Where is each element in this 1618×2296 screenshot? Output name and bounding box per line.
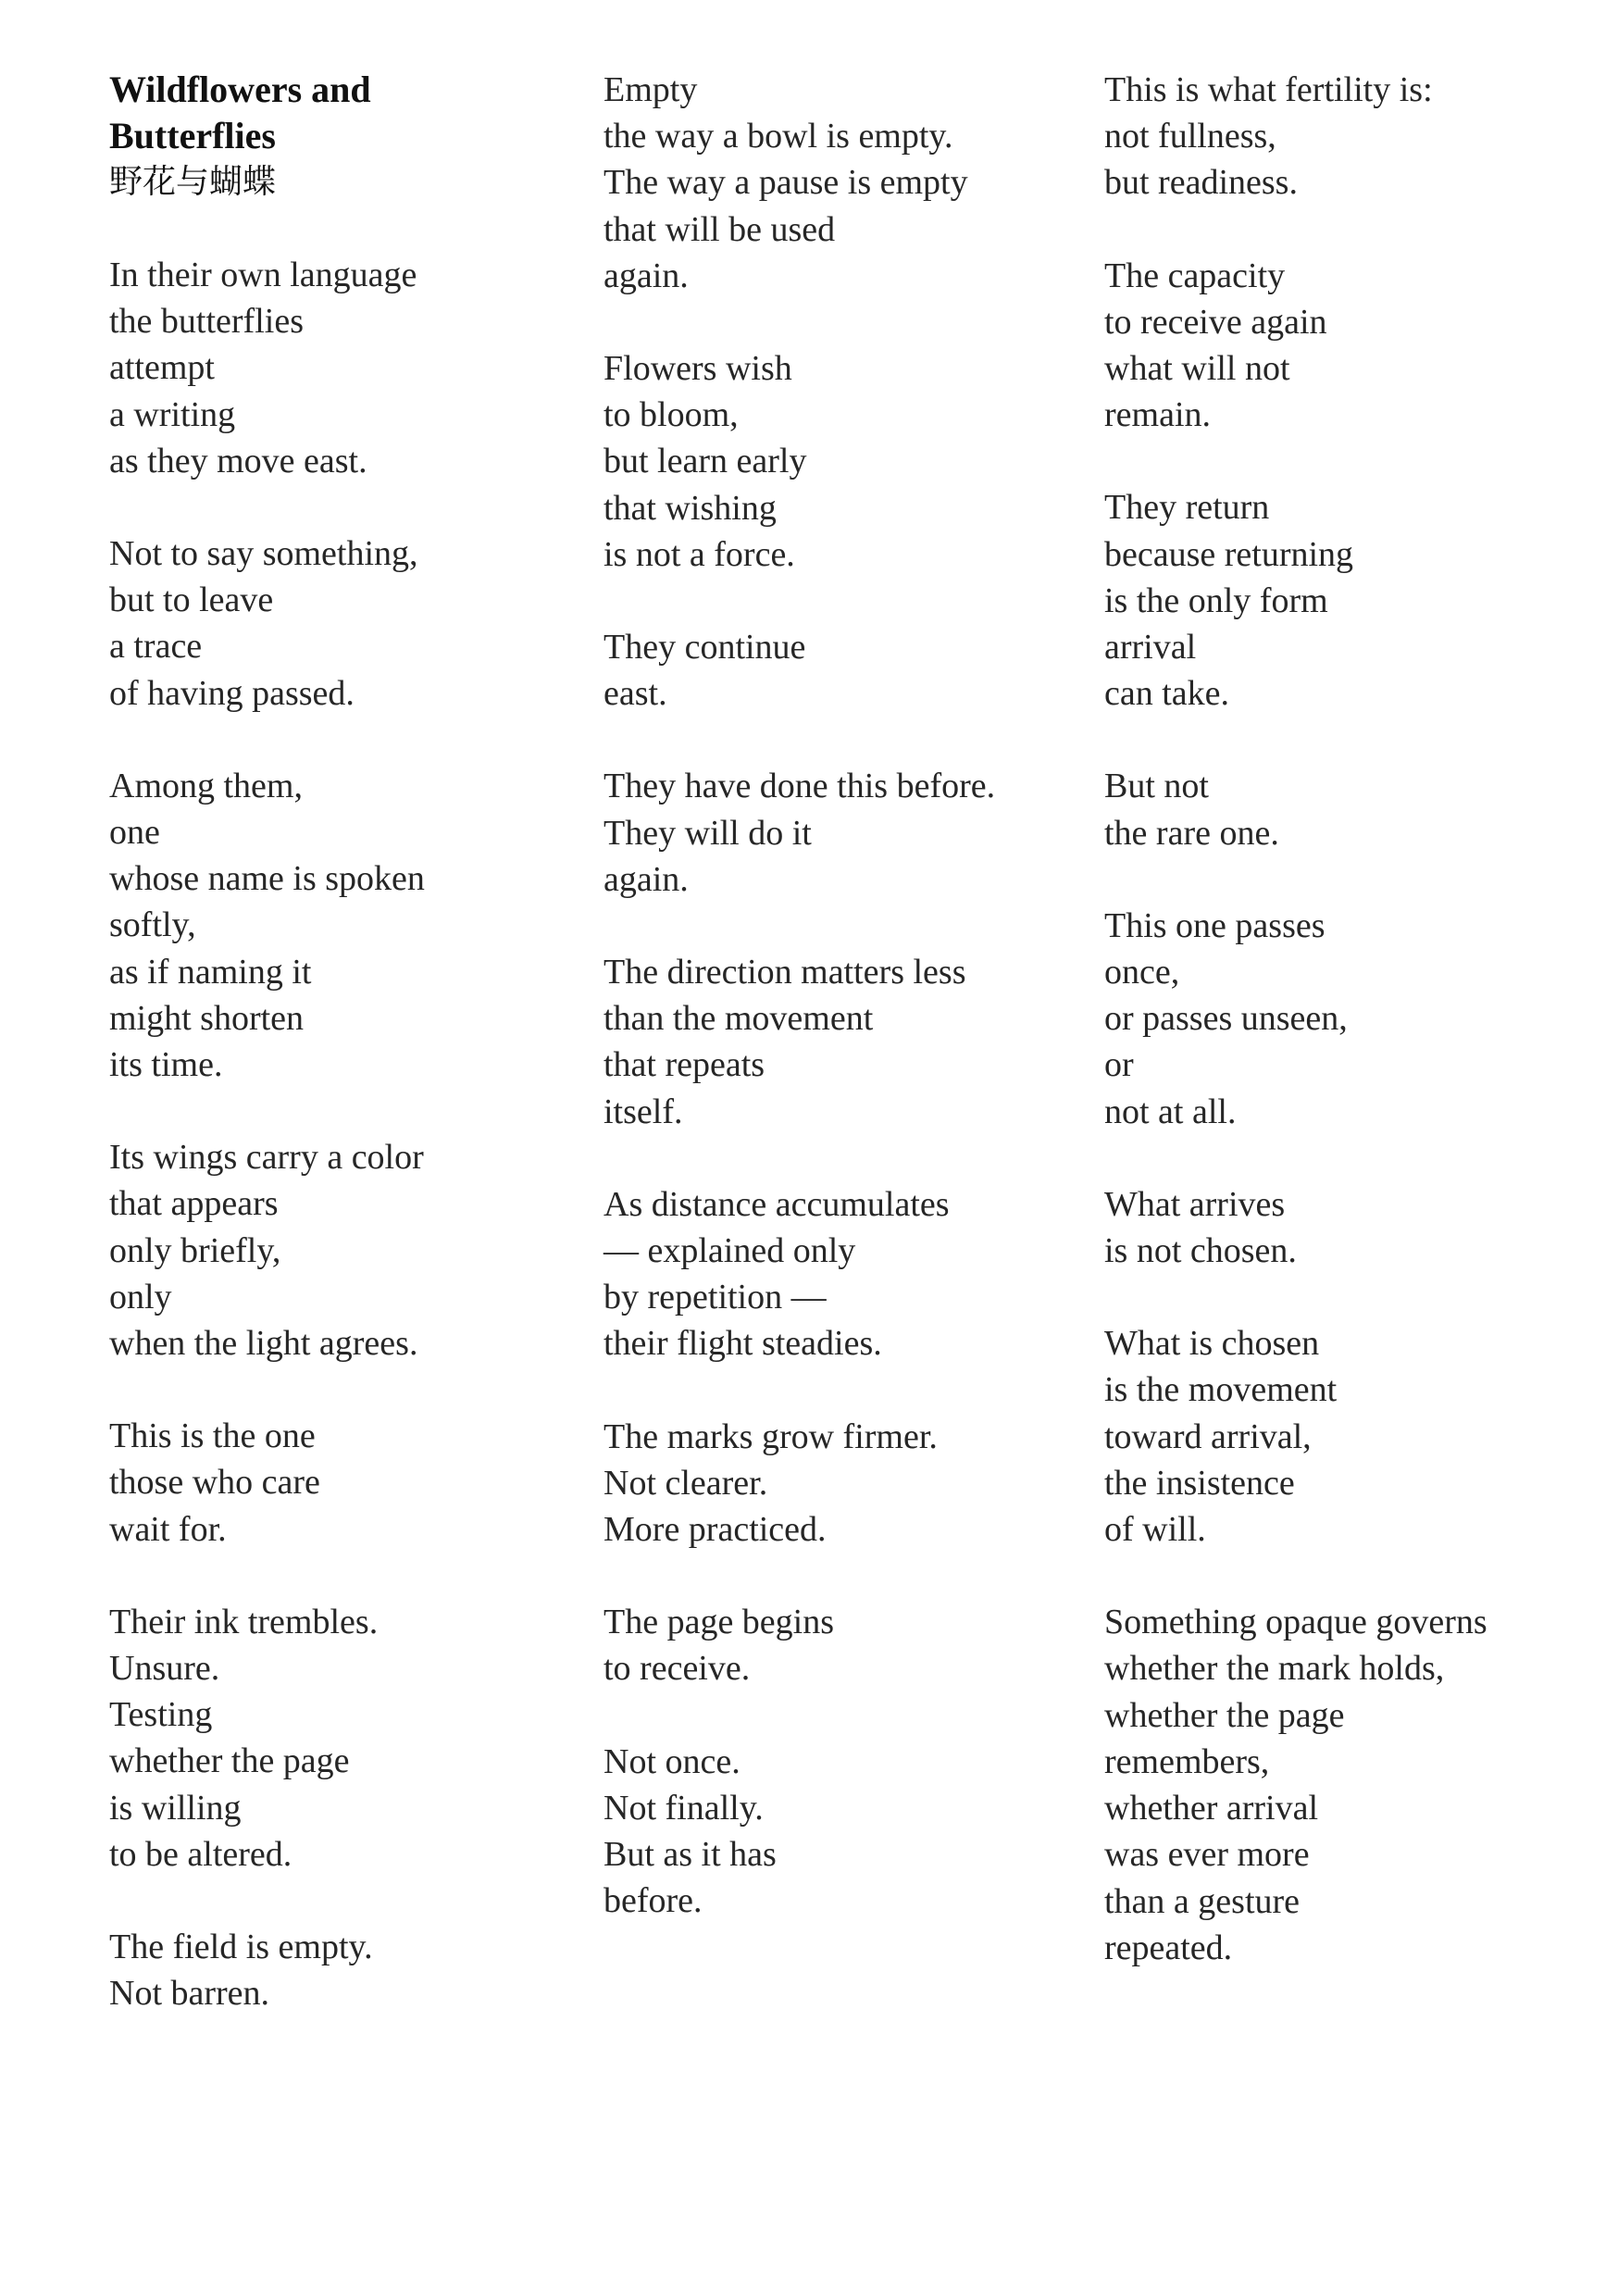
poem-line: that wishing	[604, 488, 777, 528]
poem-line: attempt	[109, 348, 215, 388]
poem-line: before.	[604, 1881, 703, 1921]
stanza	[604, 763, 1085, 903]
stanza	[109, 530, 591, 717]
poem-line: as they move east.	[109, 441, 367, 480]
poem-line: is not chosen.	[1104, 1231, 1297, 1271]
poem-line: a trace	[109, 627, 203, 667]
poem-line: but learn early	[604, 442, 807, 481]
poem-line: the insistence	[1104, 1463, 1295, 1503]
poem-line: only	[109, 1277, 172, 1316]
poem-line: its time.	[109, 1045, 223, 1085]
poem-line: but readiness.	[1104, 163, 1298, 203]
poem-line: not fullness,	[1104, 117, 1276, 156]
column-3-stanzas	[1104, 67, 1586, 1971]
poem-title-chinese: 野花与蝴蝶	[109, 163, 277, 201]
poem-line: the way a bowl is empty.	[604, 117, 953, 156]
poem-column-1	[109, 67, 591, 2064]
poem-line: whether the page	[109, 1741, 350, 1781]
poem-line: might shorten	[109, 998, 305, 1038]
poem-line: They have done this before.	[604, 767, 996, 806]
poem-line: This is what fertility is:	[1104, 70, 1433, 109]
poem-line: their flight steadies.	[604, 1324, 882, 1364]
poem-line: — explained only	[604, 1231, 856, 1271]
poem-line: The way a pause is empty	[604, 163, 968, 203]
poem-line: a writing	[109, 394, 236, 434]
poem-line: the butterflies	[109, 302, 304, 342]
poem-line: Among them,	[109, 766, 303, 805]
poem-column-2	[604, 67, 1085, 1971]
poem-line: one	[109, 813, 160, 853]
poem-line: by repetition —	[604, 1278, 827, 1317]
poem-line: than a gesture	[1104, 1881, 1301, 1921]
poem-line: can take.	[1104, 674, 1230, 714]
poem-line: In their own language	[109, 256, 417, 294]
poem-line: when the light agrees.	[109, 1324, 418, 1364]
stanza	[1104, 1599, 1586, 1971]
poem-line: is the movement	[1104, 1370, 1338, 1410]
poem-line: Empty	[604, 70, 698, 109]
poem-line: remain.	[1104, 395, 1212, 435]
poem-line: Not to say something,	[109, 534, 418, 574]
column-2-stanzas	[604, 67, 1085, 1925]
poem-line: or	[1104, 1045, 1134, 1085]
poem-line: is not a force.	[604, 534, 795, 574]
poem-line: softly,	[109, 905, 196, 945]
stanza	[1104, 253, 1586, 439]
poem-line: repeated.	[1104, 1928, 1233, 1967]
stanza	[1104, 1320, 1586, 1553]
poem-line: wait for.	[109, 1509, 227, 1549]
poem-column-3	[1104, 67, 1586, 2017]
stanza	[604, 345, 1085, 578]
poem-line: whether arrival	[1104, 1789, 1319, 1828]
poem-line: was ever more	[1104, 1835, 1310, 1875]
stanza	[109, 252, 591, 484]
poem-line: The marks grow firmer.	[604, 1416, 938, 1456]
poem-line: The direction matters less	[604, 953, 966, 992]
poem-line: remembers,	[1104, 1741, 1270, 1781]
poem-line: is willing	[109, 1788, 242, 1828]
poem-title-line-1: Wildflowers and	[109, 69, 371, 110]
stanza	[1104, 763, 1586, 855]
poem-line: They will do it	[604, 813, 812, 853]
poem-line: Not once.	[604, 1741, 741, 1781]
stanza	[1104, 903, 1586, 1135]
stanza	[604, 67, 1085, 299]
poem-line: The field is empty.	[109, 1928, 373, 1967]
poem-line: This one passes	[1104, 905, 1326, 945]
poem-line: The page begins	[604, 1603, 835, 1642]
stanza	[604, 1414, 1085, 1554]
poem-line: east.	[604, 674, 667, 714]
poem-line: again.	[604, 859, 689, 899]
poem-line: of having passed.	[109, 673, 355, 713]
poem-line: that will be used	[604, 209, 836, 249]
poem-line: As distance accumulates	[604, 1184, 950, 1224]
stanza	[1104, 67, 1586, 206]
poem-line: as if naming it	[109, 952, 312, 992]
poem-line: The capacity	[1104, 256, 1286, 295]
stanza	[1104, 1181, 1586, 1274]
poem-line: This is the one	[109, 1416, 316, 1456]
poem-line: Not barren.	[109, 1974, 270, 2014]
poem-line: again.	[604, 256, 689, 295]
poem-line: to be altered.	[109, 1834, 292, 1874]
poem-line: to bloom,	[604, 395, 739, 435]
poem-line: What arrives	[1104, 1184, 1286, 1224]
stanza	[109, 1599, 591, 1878]
stanza	[109, 763, 591, 1088]
poem-line: whose name is spoken	[109, 859, 425, 899]
poem-line: Unsure.	[109, 1649, 220, 1689]
stanza	[604, 1739, 1085, 1925]
poem-line: what will not	[1104, 349, 1290, 389]
poem-line: is the only form	[1104, 580, 1328, 620]
poem-line: but to leave	[109, 580, 274, 620]
stanza	[604, 624, 1085, 717]
stanza	[604, 1181, 1085, 1367]
poem-line: They return	[1104, 488, 1270, 528]
poem-line: to receive.	[604, 1649, 751, 1689]
stanza	[109, 1413, 591, 1553]
poem-line: Testing	[109, 1695, 213, 1735]
poem-line: the rare one.	[1104, 813, 1279, 853]
poem-line: Its wings carry a color	[109, 1138, 424, 1178]
stanza	[1104, 484, 1586, 717]
poem-line: itself.	[604, 1092, 683, 1131]
poem-line: arrival	[1104, 628, 1197, 668]
poem-line: to receive again	[1104, 302, 1327, 342]
poem-line: Not finally.	[604, 1788, 764, 1828]
poem-line: But not	[1104, 767, 1209, 806]
poem-line: that repeats	[604, 1045, 765, 1085]
poem-line: Flowers wish	[604, 349, 792, 389]
poem-line: toward arrival,	[1104, 1416, 1312, 1456]
poem-line: Not clearer.	[604, 1463, 768, 1503]
poem-line: or passes unseen,	[1104, 999, 1348, 1039]
stanza	[604, 1599, 1085, 1691]
poem-line: They continue	[604, 628, 806, 668]
poem-line: But as it has	[604, 1835, 777, 1875]
poem-line: Their ink trembles.	[109, 1602, 379, 1641]
poem-line: than the movement	[604, 999, 874, 1039]
poem-line: whether the mark holds,	[1104, 1649, 1445, 1689]
poem-line: Something opaque governs	[1104, 1603, 1487, 1642]
stanza	[604, 949, 1085, 1135]
poem-line: those who care	[109, 1463, 320, 1503]
poem-line: because returning	[1104, 534, 1354, 574]
poem-line: once,	[1104, 953, 1180, 992]
stanza	[109, 1134, 591, 1366]
poem-line: More practiced.	[604, 1510, 827, 1550]
poem-title-line-2: Butterflies	[109, 115, 276, 156]
poem-line: What is chosen	[1104, 1324, 1320, 1364]
stanza	[109, 1924, 591, 2016]
poem-line: that appears	[109, 1184, 279, 1224]
poem-line: of will.	[1104, 1510, 1206, 1550]
poem-line: whether the page	[1104, 1695, 1345, 1735]
column-1-stanzas	[109, 252, 591, 2017]
poem-line: only briefly,	[109, 1230, 281, 1270]
poem-line: not at all.	[1104, 1092, 1237, 1131]
